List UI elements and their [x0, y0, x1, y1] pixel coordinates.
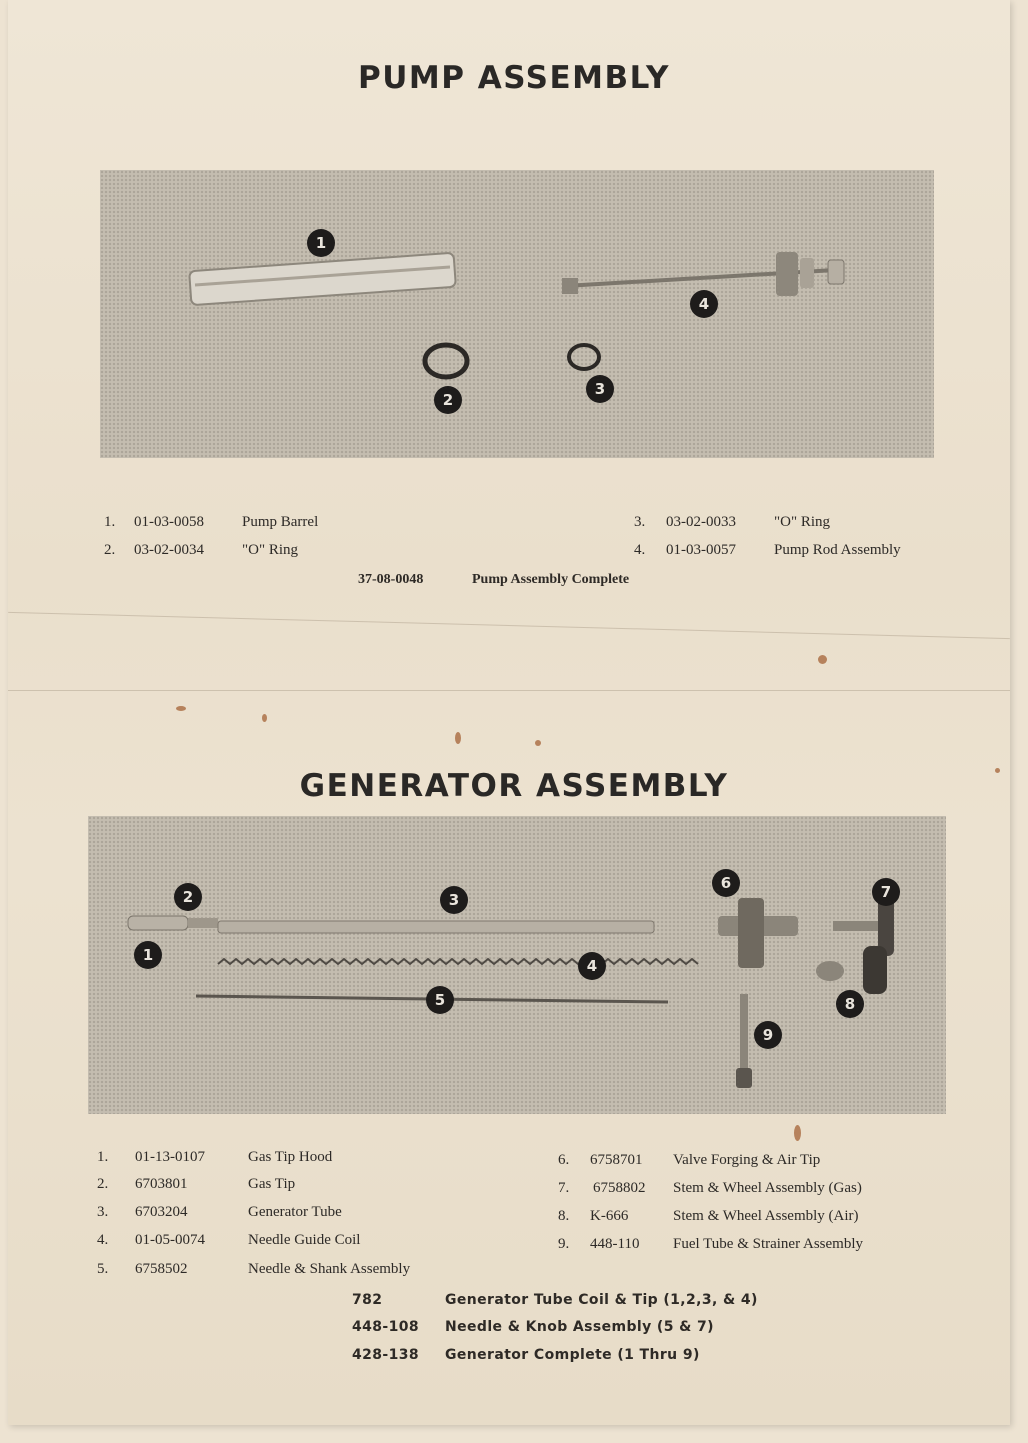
generator-assembly-title: GENERATOR ASSEMBLY — [299, 768, 729, 804]
part-number: 8. — [558, 1208, 570, 1224]
callout-8: 8 — [836, 990, 864, 1018]
callout-6: 6 — [712, 869, 740, 897]
callout-9: 9 — [754, 1021, 782, 1049]
part-code: 03-02-0034 — [134, 542, 204, 558]
rust-stain — [176, 706, 186, 711]
part-number: 3. — [97, 1204, 109, 1220]
part-number: 7. — [558, 1180, 570, 1196]
part-code: 6758802 — [593, 1180, 646, 1196]
callout-5: 5 — [426, 986, 454, 1014]
pump-complete-code: 37-08-0048 — [358, 572, 424, 587]
assembly-code: 448-108 — [352, 1319, 420, 1335]
pump-complete-description: Pump Assembly Complete — [472, 572, 630, 587]
part-description: Stem & Wheel Assembly (Air) — [673, 1208, 859, 1224]
part-number: 3. — [634, 514, 646, 530]
part-description: Gas Tip Hood — [248, 1149, 333, 1165]
part-code: 6758502 — [135, 1261, 188, 1277]
callout-3: 3 — [586, 375, 614, 403]
rust-stain — [818, 655, 827, 664]
part-code: 448-110 — [590, 1236, 640, 1252]
part-description: Generator Tube — [248, 1204, 342, 1220]
assembly-description: Needle & Knob Assembly (5 & 7) — [445, 1319, 714, 1335]
part-description: Needle Guide Coil — [248, 1232, 361, 1248]
callout-3: 3 — [440, 886, 468, 914]
generator-assembly-photo — [88, 816, 946, 1114]
pump-assembly-title: PUMP ASSEMBLY — [357, 60, 671, 96]
part-code: 01-05-0074 — [135, 1232, 205, 1248]
part-number: 5. — [97, 1261, 109, 1277]
part-code: 03-02-0033 — [666, 514, 736, 530]
part-description: "O" Ring — [242, 542, 299, 558]
part-code: 01-03-0057 — [666, 542, 736, 558]
part-number: 9. — [558, 1236, 570, 1252]
part-description: Needle & Shank Assembly — [248, 1261, 411, 1277]
part-number: 2. — [97, 1176, 109, 1192]
callout-1: 1 — [134, 941, 162, 969]
part-number: 2. — [104, 542, 116, 558]
part-description: Valve Forging & Air Tip — [673, 1152, 821, 1168]
generator-parts-drawing — [88, 816, 946, 1114]
part-description: Fuel Tube & Strainer Assembly — [673, 1236, 864, 1252]
part-number: 1. — [97, 1149, 109, 1165]
rust-stain — [535, 740, 541, 746]
part-code: 6758701 — [590, 1152, 643, 1168]
part-number: 1. — [104, 514, 116, 530]
part-code: 6703204 — [135, 1204, 188, 1220]
rust-stain — [794, 1125, 801, 1141]
part-number: 4. — [634, 542, 646, 558]
pump-assembly-photo — [100, 170, 934, 458]
assembly-code: 782 — [352, 1292, 383, 1308]
part-description: Gas Tip — [248, 1176, 296, 1192]
callout-2: 2 — [434, 386, 462, 414]
part-code: K-666 — [590, 1208, 629, 1224]
part-code: 6703801 — [135, 1176, 188, 1192]
callout-1: 1 — [307, 229, 335, 257]
callout-7: 7 — [872, 878, 900, 906]
callout-4: 4 — [690, 290, 718, 318]
rust-stain — [455, 732, 461, 744]
assembly-description: Generator Complete (1 Thru 9) — [445, 1347, 700, 1363]
pump-parts-drawing — [100, 170, 934, 458]
rust-stain — [262, 714, 267, 722]
part-code: 01-03-0058 — [134, 514, 204, 530]
callout-2: 2 — [174, 883, 202, 911]
part-description: Pump Barrel — [242, 514, 319, 530]
part-description: Stem & Wheel Assembly (Gas) — [673, 1180, 862, 1196]
part-number: 6. — [558, 1152, 570, 1168]
fold-line — [8, 690, 1010, 691]
part-number: 4. — [97, 1232, 109, 1248]
part-description: "O" Ring — [774, 514, 831, 530]
assembly-code: 428-138 — [352, 1347, 420, 1363]
part-description: Pump Rod Assembly — [774, 542, 901, 558]
callout-4: 4 — [578, 952, 606, 980]
assembly-description: Generator Tube Coil & Tip (1,2,3, & 4) — [445, 1292, 758, 1308]
part-code: 01-13-0107 — [135, 1149, 205, 1165]
